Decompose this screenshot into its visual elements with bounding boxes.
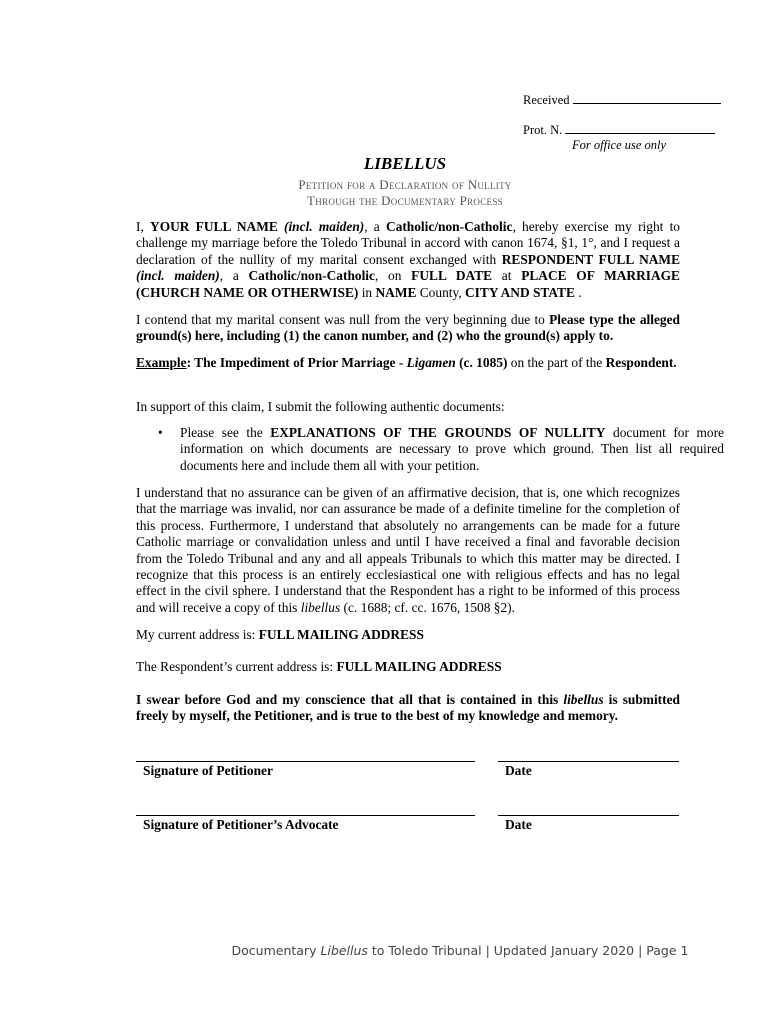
oath-paragraph: I swear before God and my conscience that all that is contained in this libellus is submitted freely by myself, the Petitioner, and is true to the best of my knowledge and memory. (136, 692, 680, 724)
document-subtitle-1: Petition for a Declaration of Nullity (298, 177, 512, 192)
support-paragraph: In support of this claim, I submit the following authentic documents: (136, 399, 505, 414)
petitioner-name-field: YOUR FULL NAME (150, 219, 278, 234)
bullet-icon: • (158, 425, 163, 440)
petitioner-signature-label: Signature of Petitioner (143, 763, 273, 778)
petitioner-signature-line (136, 761, 475, 762)
respondent-address: The Respondent’s current address is: FULL MAILING ADDRESS (136, 659, 502, 674)
page-footer: Documentary Libellus to Toledo Tribunal | Updated January 2020 | Page 1 (231, 943, 689, 958)
petitioner-address: My current address is: FULL MAILING ADDRESS (136, 627, 424, 642)
prot-line (565, 132, 715, 134)
petitioner-date-line (498, 761, 679, 762)
respondent-address-field: FULL MAILING ADDRESS (336, 659, 502, 674)
received-field (523, 93, 721, 108)
grounds-paragraph: I contend that my marital consent was null from the very beginning due to Please type the alleged ground(s) here, including (1) the canon number, and (2) who the ground(s) apply to. (136, 312, 680, 344)
petitioner-date-label: Date (505, 763, 532, 778)
advocate-signature-line (136, 815, 475, 816)
grounds-field: Please type the alleged ground(s) here, including (1) the canon number, and (2) who the ground(s) apply to. (136, 312, 680, 344)
documents-list-item: • Please see the EXPLANATIONS OF THE GROUNDS OF NULLITY document for more information on which documents are necessary to prove which ground. Then list all required documents here and include them all with your petition. (158, 425, 724, 473)
understanding-paragraph: I understand that no assurance can be given of an affirmative decision, that is, one which recognizes that the marriage was invalid, nor can assurance be made of a definite timeline for the completion of this process. Furthermore, I understand that absolutely no arrangements can be made for a future Catholic marriage or convalidation unless and until I have received a final and favorable decision from the Toledo Tribunal and any and all appeals Tribunals to which this matter may be directed. I recognize that this process is an entirely ecclesiastical one with religious effects and has no legal effect in the civil sphere. I understand that the Respondent has a right to be informed of this process and will receive a copy of this libellus (c. 1688; cf. cc. 1676, 1508 §2). (136, 485, 680, 615)
advocate-date-line (498, 815, 679, 816)
document-subtitle-2: Through the Documentary Process (307, 193, 503, 208)
received-label: Received (523, 93, 570, 107)
received-line (573, 102, 721, 104)
marriage-place-field: PLACE OF MARRIAGE (CHURCH NAME OR OTHERWISE) (136, 268, 680, 300)
petitioner-address-field: FULL MAILING ADDRESS (258, 627, 424, 642)
marriage-date-field: FULL DATE (411, 268, 493, 284)
prot-label: Prot. N. (523, 123, 563, 137)
advocate-date-label: Date (505, 817, 532, 832)
advocate-signature-label: Signature of Petitioner’s Advocate (143, 817, 339, 832)
prot-field (523, 123, 715, 138)
petition-paragraph: I, YOUR FULL NAME (incl. maiden), a Catholic/non-Catholic, hereby exercise my right to challenge my marriage before the Toledo Tribunal in accord with canon 1674, §1, 1°, and I request a declaration of the nullity of my marital consent exchanged with RESPONDENT FULL NAME (incl. maiden), a Catholic/non-Catholic, on FULL DATE at PLACE OF MARRIAGE (CHURCH NAME OR OTHERWISE) in NAME County, CITY AND STATE . (136, 219, 680, 300)
office-note: For office use only (572, 138, 667, 152)
document-title: LIBELLUS (363, 154, 447, 173)
example-paragraph: Example: The Impediment of Prior Marriage - Ligamen (c. 1085) on the part of the Respondent. (136, 355, 677, 370)
respondent-name-field: RESPONDENT FULL NAME (501, 251, 680, 267)
